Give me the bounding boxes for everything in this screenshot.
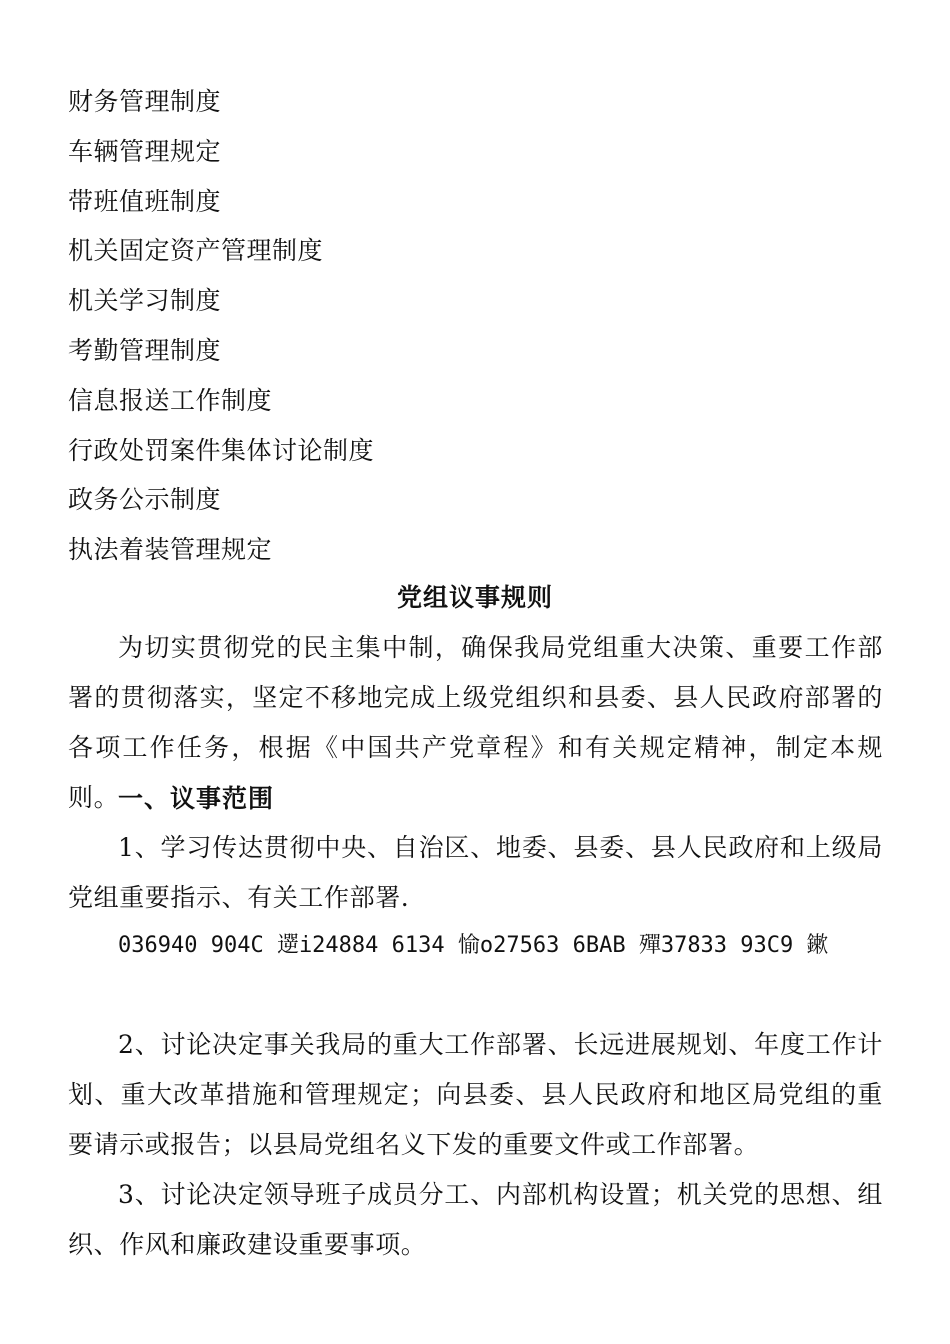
document-title: 党组议事规则	[396, 583, 553, 612]
regulation-list	[68, 77, 374, 575]
list-item: 信息报送工作制度	[68, 385, 273, 415]
list-item: 机关学习制度	[68, 286, 222, 316]
intro-paragraph: 为切实贯彻党的民主集中制，确保我局党组重大决策、重要工作部署的贯彻落实，坚定不移地完成上级党组织和县委、县人民政府部署的各项工作任务，根据《中国共产党章程》和有关规定精神，制定本规则。	[68, 633, 883, 812]
section-heading: 一、议事范围	[118, 784, 275, 813]
list-item: 考勤管理制度	[68, 335, 222, 365]
item-3-paragraph: 3、讨论决定领导班子成员分工、内部机构设置；机关党的思想、组织、作风和廉政建设重要事项。	[68, 1180, 883, 1259]
list-item: 车辆管理规定	[68, 136, 222, 166]
list-item: 带班值班制度	[68, 186, 222, 216]
list-item: 行政处罚案件集体讨论制度	[68, 435, 375, 465]
list-item: 执法着装管理规定	[68, 535, 273, 565]
list-item: 机关固定资产管理制度	[68, 236, 324, 266]
list-item: 政务公示制度	[68, 485, 222, 515]
item-2-paragraph: 2、讨论决定事关我局的重大工作部署、长远进展规划、年度工作计划、重大改革措施和管理规定；向县委、县人民政府和地区局党组的重要请示或报告；以县局党组名义下发的重要文件或工作部署。	[68, 1030, 883, 1159]
garbled-text-line: 036940 904C 遻i24884 6134 愉o27563 6BAB 殫37833 93C9 鏉	[118, 933, 829, 958]
item-1-paragraph: 1、学习传达贯彻中央、自治区、地委、县委、县人民政府和上级局党组重要指示、有关工作部署.	[68, 833, 883, 912]
list-item: 财务管理制度	[68, 87, 222, 116]
